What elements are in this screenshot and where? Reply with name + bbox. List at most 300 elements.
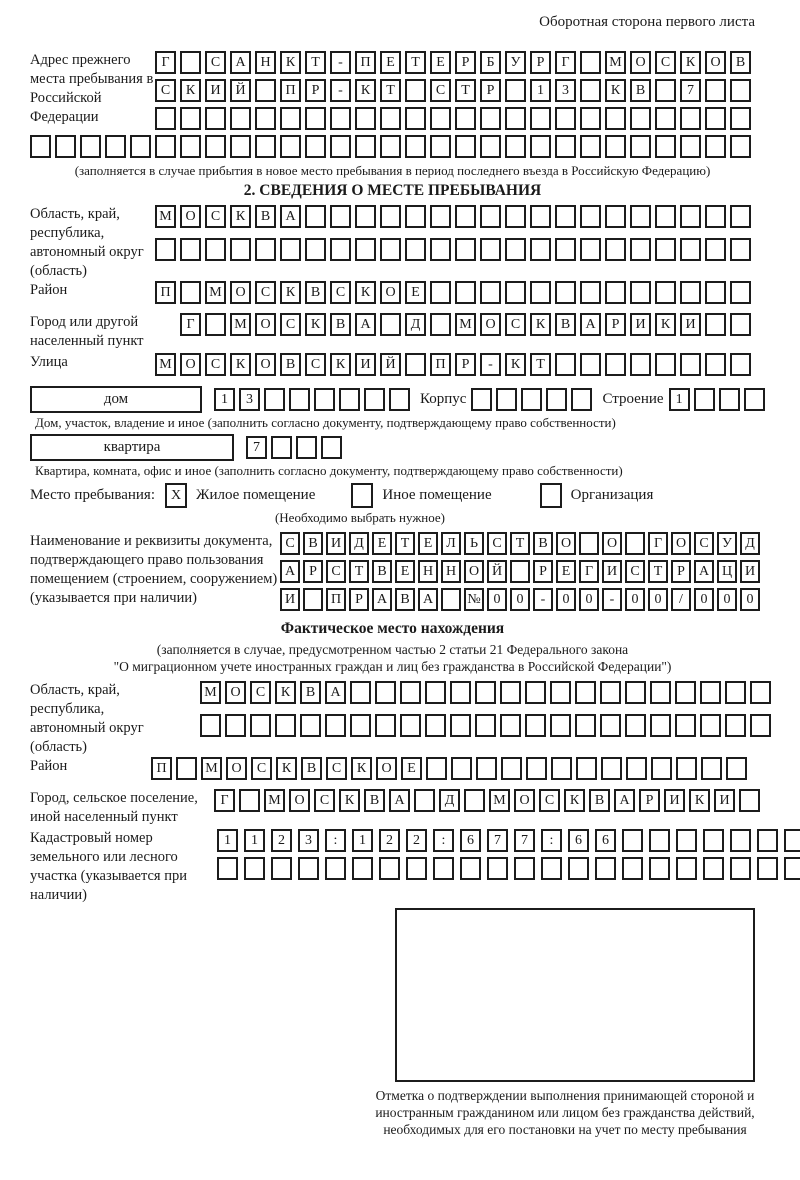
- char-cell[interactable]: П: [151, 757, 172, 780]
- char-cell[interactable]: Т: [455, 79, 476, 102]
- char-cell[interactable]: [375, 714, 396, 737]
- char-cell[interactable]: [255, 135, 276, 158]
- char-cell[interactable]: [530, 281, 551, 304]
- char-cell[interactable]: И: [714, 789, 735, 812]
- char-cell[interactable]: К: [605, 79, 626, 102]
- char-cell[interactable]: [296, 436, 317, 459]
- char-cell[interactable]: В: [255, 205, 276, 228]
- char-cell[interactable]: Р: [605, 313, 626, 336]
- char-cell[interactable]: [655, 281, 676, 304]
- char-cell[interactable]: [555, 107, 576, 130]
- char-cell[interactable]: [450, 714, 471, 737]
- char-cell[interactable]: [725, 681, 746, 704]
- char-cell[interactable]: С: [430, 79, 451, 102]
- char-cell[interactable]: [580, 353, 601, 376]
- char-cell[interactable]: С: [505, 313, 526, 336]
- char-cell[interactable]: [580, 79, 601, 102]
- char-cell[interactable]: К: [180, 79, 201, 102]
- char-cell[interactable]: 7: [514, 829, 535, 852]
- char-cell[interactable]: Р: [455, 51, 476, 74]
- char-cell[interactable]: [784, 829, 800, 852]
- char-cell[interactable]: О: [376, 757, 397, 780]
- checkbox-residential[interactable]: X: [165, 483, 187, 508]
- char-cell[interactable]: [784, 857, 800, 880]
- char-cell[interactable]: [705, 135, 726, 158]
- char-cell[interactable]: [30, 135, 51, 158]
- char-cell[interactable]: М: [205, 281, 226, 304]
- char-cell[interactable]: Т: [349, 560, 369, 583]
- char-cell[interactable]: [505, 238, 526, 261]
- char-cell[interactable]: [480, 135, 501, 158]
- char-cell[interactable]: [430, 107, 451, 130]
- char-cell[interactable]: [455, 107, 476, 130]
- char-cell[interactable]: [455, 205, 476, 228]
- char-cell[interactable]: Т: [405, 51, 426, 74]
- char-cell[interactable]: [568, 857, 589, 880]
- char-cell[interactable]: [180, 238, 201, 261]
- char-cell[interactable]: Н: [418, 560, 438, 583]
- char-cell[interactable]: Р: [305, 79, 326, 102]
- char-cell[interactable]: Н: [255, 51, 276, 74]
- char-cell[interactable]: В: [305, 281, 326, 304]
- char-cell[interactable]: 0: [694, 588, 714, 611]
- char-cell[interactable]: В: [395, 588, 415, 611]
- char-cell[interactable]: [730, 353, 751, 376]
- char-cell[interactable]: М: [155, 205, 176, 228]
- char-cell[interactable]: О: [671, 532, 691, 555]
- char-cell[interactable]: [455, 135, 476, 158]
- char-cell[interactable]: Е: [395, 560, 415, 583]
- char-cell[interactable]: [625, 681, 646, 704]
- char-cell[interactable]: [576, 757, 597, 780]
- char-cell[interactable]: [630, 353, 651, 376]
- char-cell[interactable]: К: [564, 789, 585, 812]
- char-cell[interactable]: [339, 388, 360, 411]
- char-cell[interactable]: [441, 588, 461, 611]
- char-cell[interactable]: [505, 135, 526, 158]
- char-cell[interactable]: [650, 714, 671, 737]
- char-cell[interactable]: -: [330, 51, 351, 74]
- char-cell[interactable]: Е: [401, 757, 422, 780]
- char-cell[interactable]: [305, 238, 326, 261]
- char-cell[interactable]: -: [330, 79, 351, 102]
- char-cell[interactable]: И: [630, 313, 651, 336]
- char-cell[interactable]: О: [226, 757, 247, 780]
- char-cell[interactable]: 7: [246, 436, 267, 459]
- char-cell[interactable]: А: [325, 681, 346, 704]
- char-cell[interactable]: :: [433, 829, 454, 852]
- char-cell[interactable]: О: [380, 281, 401, 304]
- char-cell[interactable]: Г: [155, 51, 176, 74]
- char-cell[interactable]: И: [602, 560, 622, 583]
- char-cell[interactable]: П: [155, 281, 176, 304]
- char-cell[interactable]: А: [418, 588, 438, 611]
- char-cell[interactable]: [730, 313, 751, 336]
- char-cell[interactable]: [655, 135, 676, 158]
- char-cell[interactable]: [464, 789, 485, 812]
- char-cell[interactable]: А: [355, 313, 376, 336]
- char-cell[interactable]: [680, 353, 701, 376]
- char-cell[interactable]: Й: [380, 353, 401, 376]
- char-cell[interactable]: 1: [217, 829, 238, 852]
- char-cell[interactable]: О: [556, 532, 576, 555]
- char-cell[interactable]: [455, 238, 476, 261]
- char-cell[interactable]: С: [255, 281, 276, 304]
- char-cell[interactable]: [230, 107, 251, 130]
- char-cell[interactable]: [730, 238, 751, 261]
- char-cell[interactable]: :: [325, 829, 346, 852]
- char-cell[interactable]: [355, 135, 376, 158]
- char-cell[interactable]: И: [280, 588, 300, 611]
- char-cell[interactable]: И: [664, 789, 685, 812]
- char-cell[interactable]: Г: [180, 313, 201, 336]
- char-cell[interactable]: 0: [717, 588, 737, 611]
- char-cell[interactable]: [622, 857, 643, 880]
- char-cell[interactable]: О: [180, 353, 201, 376]
- char-cell[interactable]: [705, 313, 726, 336]
- char-cell[interactable]: [601, 757, 622, 780]
- char-cell[interactable]: [730, 205, 751, 228]
- char-cell[interactable]: [730, 829, 751, 852]
- char-cell[interactable]: К: [280, 51, 301, 74]
- char-cell[interactable]: [451, 757, 472, 780]
- char-cell[interactable]: [530, 135, 551, 158]
- char-cell[interactable]: [730, 281, 751, 304]
- char-cell[interactable]: [750, 681, 771, 704]
- char-cell[interactable]: [525, 714, 546, 737]
- char-cell[interactable]: Т: [395, 532, 415, 555]
- char-cell[interactable]: [155, 135, 176, 158]
- char-cell[interactable]: В: [300, 681, 321, 704]
- char-cell[interactable]: С: [539, 789, 560, 812]
- char-cell[interactable]: 2: [406, 829, 427, 852]
- char-cell[interactable]: [726, 757, 747, 780]
- char-cell[interactable]: В: [372, 560, 392, 583]
- char-cell[interactable]: 1: [352, 829, 373, 852]
- char-cell[interactable]: [676, 857, 697, 880]
- char-cell[interactable]: О: [602, 532, 622, 555]
- char-cell[interactable]: Е: [380, 51, 401, 74]
- char-cell[interactable]: С: [250, 681, 271, 704]
- char-cell[interactable]: С: [280, 532, 300, 555]
- char-cell[interactable]: Д: [740, 532, 760, 555]
- char-cell[interactable]: №: [464, 588, 484, 611]
- char-cell[interactable]: Р: [671, 560, 691, 583]
- char-cell[interactable]: И: [355, 353, 376, 376]
- char-cell[interactable]: [705, 353, 726, 376]
- char-cell[interactable]: Г: [579, 560, 599, 583]
- char-cell[interactable]: О: [480, 313, 501, 336]
- char-cell[interactable]: [330, 107, 351, 130]
- char-cell[interactable]: С: [205, 205, 226, 228]
- char-cell[interactable]: [205, 238, 226, 261]
- char-cell[interactable]: 1: [244, 829, 265, 852]
- char-cell[interactable]: К: [330, 353, 351, 376]
- char-cell[interactable]: В: [301, 757, 322, 780]
- char-cell[interactable]: [471, 388, 492, 411]
- char-cell[interactable]: [355, 107, 376, 130]
- char-cell[interactable]: К: [230, 353, 251, 376]
- char-cell[interactable]: [571, 388, 592, 411]
- char-cell[interactable]: В: [280, 353, 301, 376]
- char-cell[interactable]: [579, 532, 599, 555]
- char-cell[interactable]: В: [630, 79, 651, 102]
- char-cell[interactable]: С: [326, 560, 346, 583]
- char-cell[interactable]: [650, 681, 671, 704]
- char-cell[interactable]: [225, 714, 246, 737]
- char-cell[interactable]: О: [464, 560, 484, 583]
- char-cell[interactable]: М: [200, 681, 221, 704]
- char-cell[interactable]: [176, 757, 197, 780]
- char-cell[interactable]: И: [326, 532, 346, 555]
- char-cell[interactable]: Р: [455, 353, 476, 376]
- char-cell[interactable]: К: [505, 353, 526, 376]
- char-cell[interactable]: Р: [533, 560, 553, 583]
- char-cell[interactable]: 3: [239, 388, 260, 411]
- char-cell[interactable]: Г: [648, 532, 668, 555]
- char-cell[interactable]: [375, 681, 396, 704]
- char-cell[interactable]: [475, 714, 496, 737]
- char-cell[interactable]: [425, 714, 446, 737]
- char-cell[interactable]: 6: [595, 829, 616, 852]
- char-cell[interactable]: [526, 757, 547, 780]
- char-cell[interactable]: 2: [379, 829, 400, 852]
- char-cell[interactable]: [430, 205, 451, 228]
- char-cell[interactable]: [475, 681, 496, 704]
- char-cell[interactable]: М: [455, 313, 476, 336]
- char-cell[interactable]: И: [740, 560, 760, 583]
- char-cell[interactable]: [496, 388, 517, 411]
- char-cell[interactable]: А: [372, 588, 392, 611]
- char-cell[interactable]: К: [339, 789, 360, 812]
- char-cell[interactable]: Д: [439, 789, 460, 812]
- char-cell[interactable]: Д: [405, 313, 426, 336]
- char-cell[interactable]: А: [230, 51, 251, 74]
- char-cell[interactable]: 6: [568, 829, 589, 852]
- char-cell[interactable]: [244, 857, 265, 880]
- char-cell[interactable]: О: [705, 51, 726, 74]
- char-cell[interactable]: [325, 857, 346, 880]
- char-cell[interactable]: М: [264, 789, 285, 812]
- char-cell[interactable]: [505, 281, 526, 304]
- char-cell[interactable]: 0: [556, 588, 576, 611]
- char-cell[interactable]: С: [487, 532, 507, 555]
- char-cell[interactable]: [380, 135, 401, 158]
- char-cell[interactable]: [305, 107, 326, 130]
- char-cell[interactable]: 0: [648, 588, 668, 611]
- char-cell[interactable]: Р: [303, 560, 323, 583]
- char-cell[interactable]: [630, 107, 651, 130]
- char-cell[interactable]: [719, 388, 740, 411]
- char-cell[interactable]: [280, 135, 301, 158]
- char-cell[interactable]: [510, 560, 530, 583]
- char-cell[interactable]: [680, 205, 701, 228]
- char-cell[interactable]: [364, 388, 385, 411]
- char-cell[interactable]: [630, 205, 651, 228]
- char-cell[interactable]: [255, 238, 276, 261]
- char-cell[interactable]: К: [680, 51, 701, 74]
- char-cell[interactable]: Г: [214, 789, 235, 812]
- char-cell[interactable]: [625, 532, 645, 555]
- char-cell[interactable]: [655, 107, 676, 130]
- char-cell[interactable]: [530, 205, 551, 228]
- char-cell[interactable]: [180, 135, 201, 158]
- char-cell[interactable]: [676, 757, 697, 780]
- char-cell[interactable]: Е: [556, 560, 576, 583]
- char-cell[interactable]: 2: [271, 829, 292, 852]
- char-cell[interactable]: [155, 107, 176, 130]
- char-cell[interactable]: В: [589, 789, 610, 812]
- checkbox-organization[interactable]: [540, 483, 562, 508]
- char-cell[interactable]: С: [305, 353, 326, 376]
- char-cell[interactable]: [580, 281, 601, 304]
- char-cell[interactable]: [250, 714, 271, 737]
- char-cell[interactable]: [350, 681, 371, 704]
- char-cell[interactable]: [389, 388, 410, 411]
- char-cell[interactable]: Д: [349, 532, 369, 555]
- char-cell[interactable]: О: [514, 789, 535, 812]
- char-cell[interactable]: О: [225, 681, 246, 704]
- char-cell[interactable]: А: [280, 560, 300, 583]
- char-cell[interactable]: [271, 436, 292, 459]
- char-cell[interactable]: [605, 353, 626, 376]
- char-cell[interactable]: [300, 714, 321, 737]
- char-cell[interactable]: [744, 388, 765, 411]
- char-cell[interactable]: Н: [441, 560, 461, 583]
- char-cell[interactable]: 1: [669, 388, 690, 411]
- char-cell[interactable]: [380, 107, 401, 130]
- char-cell[interactable]: 0: [510, 588, 530, 611]
- char-cell[interactable]: [200, 714, 221, 737]
- checkbox-other-premises[interactable]: [351, 483, 373, 508]
- char-cell[interactable]: [330, 238, 351, 261]
- char-cell[interactable]: [555, 205, 576, 228]
- char-cell[interactable]: -: [602, 588, 622, 611]
- char-cell[interactable]: К: [530, 313, 551, 336]
- char-cell[interactable]: 0: [487, 588, 507, 611]
- char-cell[interactable]: 0: [740, 588, 760, 611]
- char-cell[interactable]: [622, 829, 643, 852]
- char-cell[interactable]: [305, 135, 326, 158]
- char-cell[interactable]: :: [541, 829, 562, 852]
- char-cell[interactable]: [655, 238, 676, 261]
- char-cell[interactable]: [255, 79, 276, 102]
- char-cell[interactable]: К: [355, 79, 376, 102]
- char-cell[interactable]: [730, 107, 751, 130]
- char-cell[interactable]: С: [314, 789, 335, 812]
- char-cell[interactable]: [600, 714, 621, 737]
- char-cell[interactable]: [580, 107, 601, 130]
- char-cell[interactable]: [405, 107, 426, 130]
- char-cell[interactable]: [405, 135, 426, 158]
- char-cell[interactable]: С: [251, 757, 272, 780]
- char-cell[interactable]: С: [625, 560, 645, 583]
- char-cell[interactable]: О: [289, 789, 310, 812]
- char-cell[interactable]: [280, 238, 301, 261]
- char-cell[interactable]: [330, 135, 351, 158]
- char-cell[interactable]: П: [430, 353, 451, 376]
- char-cell[interactable]: К: [689, 789, 710, 812]
- char-cell[interactable]: К: [655, 313, 676, 336]
- char-cell[interactable]: [521, 388, 542, 411]
- char-cell[interactable]: Й: [487, 560, 507, 583]
- char-cell[interactable]: [400, 681, 421, 704]
- char-cell[interactable]: [730, 135, 751, 158]
- char-cell[interactable]: /: [671, 588, 691, 611]
- char-cell[interactable]: [480, 107, 501, 130]
- char-cell[interactable]: Б: [480, 51, 501, 74]
- char-cell[interactable]: [600, 681, 621, 704]
- char-cell[interactable]: [205, 135, 226, 158]
- char-cell[interactable]: Т: [305, 51, 326, 74]
- char-cell[interactable]: [289, 388, 310, 411]
- char-cell[interactable]: [325, 714, 346, 737]
- char-cell[interactable]: А: [280, 205, 301, 228]
- char-cell[interactable]: [730, 79, 751, 102]
- char-cell[interactable]: О: [255, 353, 276, 376]
- char-cell[interactable]: 1: [530, 79, 551, 102]
- char-cell[interactable]: Е: [430, 51, 451, 74]
- char-cell[interactable]: [430, 313, 451, 336]
- char-cell[interactable]: [430, 238, 451, 261]
- char-cell[interactable]: С: [205, 51, 226, 74]
- char-cell[interactable]: [264, 388, 285, 411]
- char-cell[interactable]: 7: [680, 79, 701, 102]
- char-cell[interactable]: [675, 714, 696, 737]
- char-cell[interactable]: [701, 757, 722, 780]
- char-cell[interactable]: [750, 714, 771, 737]
- char-cell[interactable]: М: [201, 757, 222, 780]
- char-cell[interactable]: Е: [405, 281, 426, 304]
- char-cell[interactable]: [700, 714, 721, 737]
- char-cell[interactable]: [450, 681, 471, 704]
- char-cell[interactable]: Т: [530, 353, 551, 376]
- char-cell[interactable]: 3: [555, 79, 576, 102]
- char-cell[interactable]: [425, 681, 446, 704]
- char-cell[interactable]: Р: [530, 51, 551, 74]
- char-cell[interactable]: [355, 238, 376, 261]
- char-cell[interactable]: [703, 829, 724, 852]
- char-cell[interactable]: [605, 205, 626, 228]
- char-cell[interactable]: [595, 857, 616, 880]
- char-cell[interactable]: [757, 829, 778, 852]
- char-cell[interactable]: [379, 857, 400, 880]
- char-cell[interactable]: Й: [230, 79, 251, 102]
- char-cell[interactable]: [330, 205, 351, 228]
- char-cell[interactable]: [314, 388, 335, 411]
- char-cell[interactable]: [433, 857, 454, 880]
- char-cell[interactable]: [405, 238, 426, 261]
- char-cell[interactable]: И: [205, 79, 226, 102]
- char-cell[interactable]: [405, 205, 426, 228]
- char-cell[interactable]: [105, 135, 126, 158]
- char-cell[interactable]: В: [730, 51, 751, 74]
- char-cell[interactable]: [630, 238, 651, 261]
- char-cell[interactable]: [525, 681, 546, 704]
- char-cell[interactable]: [605, 281, 626, 304]
- char-cell[interactable]: [705, 238, 726, 261]
- char-cell[interactable]: [680, 238, 701, 261]
- char-cell[interactable]: Р: [480, 79, 501, 102]
- char-cell[interactable]: [155, 238, 176, 261]
- char-cell[interactable]: Т: [380, 79, 401, 102]
- char-cell[interactable]: [514, 857, 535, 880]
- char-cell[interactable]: Т: [648, 560, 668, 583]
- char-cell[interactable]: [555, 135, 576, 158]
- char-cell[interactable]: [405, 353, 426, 376]
- char-cell[interactable]: С: [694, 532, 714, 555]
- char-cell[interactable]: К: [351, 757, 372, 780]
